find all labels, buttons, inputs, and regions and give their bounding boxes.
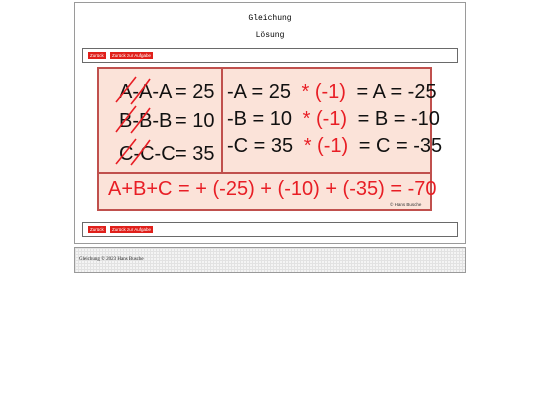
back-button[interactable]: Zurück: [90, 53, 104, 58]
right-line-1-result: = A = -25: [356, 81, 437, 103]
right-line-2-factor: * (-1): [302, 108, 348, 130]
sum-line: A+B+C = + (-25) + (-10) + (-35) = -70: [108, 178, 437, 200]
right-line-3: [227, 135, 442, 157]
right-line-1: [227, 81, 437, 103]
back-to-task-button-bottom[interactable]: Zurück zur Aufgabe: [112, 227, 152, 232]
right-line-1-lhs: -A = 25: [227, 81, 291, 103]
back-to-task-button[interactable]: Zurück zur Aufgabe: [112, 53, 152, 58]
left-line-3-rhs: = 35: [175, 143, 215, 165]
board-copyright: © Hans Busche: [390, 202, 422, 207]
page-subtitle: Lösung: [255, 31, 285, 40]
right-line-2-result: = B = -10: [357, 108, 440, 130]
page-footer: [74, 247, 466, 273]
left-line-1-rhs: = 25: [175, 81, 215, 103]
back-button-bottom[interactable]: Zurück: [90, 227, 104, 232]
left-line-2-expr: B-B-B: [119, 110, 173, 132]
right-line-3-lhs: -C = 35: [227, 135, 294, 157]
footer-text: Gleichung © 2023 Hans Busche: [79, 257, 144, 262]
right-line-2-lhs: -B = 10: [227, 108, 293, 130]
solution-board: [97, 67, 443, 211]
content-frame: [74, 2, 466, 244]
left-line-3-expr: C-C-C: [119, 143, 176, 165]
right-line-3-result: = C = -35: [358, 135, 443, 157]
right-line-1-factor: * (-1): [301, 81, 346, 103]
left-line-2-rhs: = 10: [175, 110, 215, 132]
bottom-navigation: [82, 222, 458, 237]
top-navigation: [82, 48, 458, 63]
page-title: Gleichung: [248, 14, 292, 23]
left-line-1-expr: A-A-A: [119, 81, 173, 103]
right-line-3-factor: * (-1): [303, 135, 349, 157]
right-line-2: [227, 108, 440, 130]
